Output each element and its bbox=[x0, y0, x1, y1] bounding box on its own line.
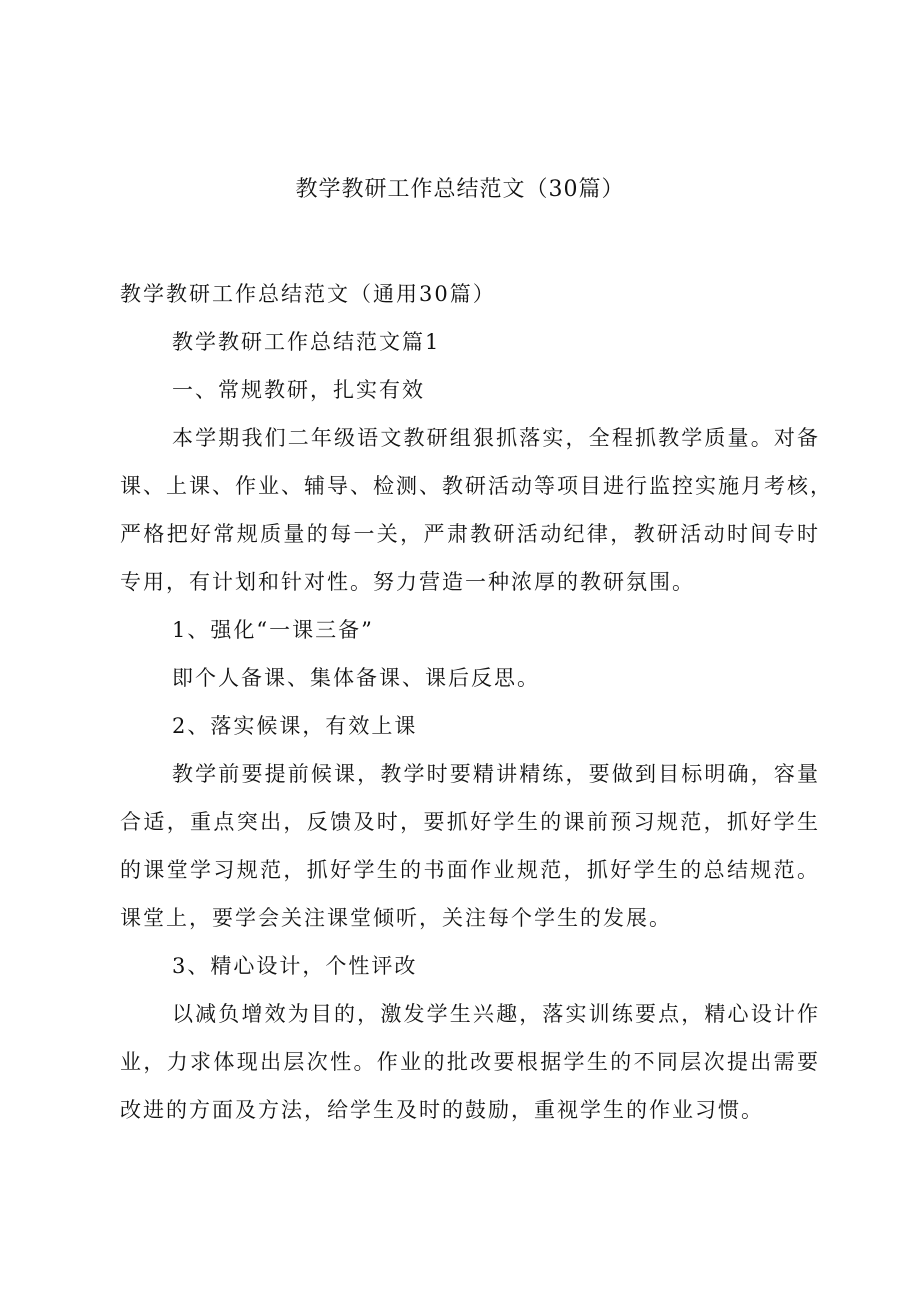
paragraph-line: 课、上课、作业、辅导、检测、教研活动等项目进行监控实施月考核， bbox=[120, 474, 833, 498]
item-heading: 3、精心设计，个性评改 bbox=[172, 954, 418, 978]
document-title: 教学教研工作总结范文（30篇） bbox=[295, 177, 625, 202]
paragraph-line: 改进的方面及方法，给学生及时的鼓励，重视学生的作业习惯。 bbox=[120, 1098, 764, 1122]
paragraph-line: 专用，有计划和针对性。努力营造一种浓厚的教研氛围。 bbox=[120, 570, 695, 594]
subtitle-line: 教学教研工作总结范文（通用30篇） bbox=[120, 282, 496, 306]
paragraph-line: 合适，重点突出，反馈及时，要抓好学生的课前预习规范，抓好学生 bbox=[120, 810, 820, 834]
item-heading: 1、强化“一课三备” bbox=[172, 618, 374, 642]
paragraph-line: 即个人备课、集体备课、课后反思。 bbox=[172, 666, 540, 690]
paragraph-line: 课堂上，要学会关注课堂倾听，关注每个学生的发展。 bbox=[120, 906, 672, 930]
section-heading: 教学教研工作总结范文篇1 bbox=[172, 330, 441, 354]
paragraph-line: 教学前要提前候课，教学时要精讲精练，要做到目标明确，容量 bbox=[172, 762, 820, 786]
paragraph-line: 业，力求体现出层次性。作业的批改要根据学生的不同层次提出需要 bbox=[120, 1050, 820, 1074]
subsection-heading: 一、常规教研，扎实有效 bbox=[172, 378, 425, 402]
paragraph-line: 以减负增效为目的，激发学生兴趣，落实训练要点，精心设计作 bbox=[172, 1002, 820, 1026]
paragraph-line: 本学期我们二年级语文教研组狠抓落实，全程抓教学质量。对备 bbox=[172, 426, 820, 450]
document-body bbox=[120, 270, 833, 1134]
paragraph-line: 的课堂学习规范，抓好学生的书面作业规范，抓好学生的总结规范。 bbox=[120, 858, 820, 882]
item-heading: 2、落实候课，有效上课 bbox=[172, 714, 418, 738]
paragraph-line: 严格把好常规质量的每一关，严肃教研活动纪律，教研活动时间专时 bbox=[120, 522, 820, 546]
